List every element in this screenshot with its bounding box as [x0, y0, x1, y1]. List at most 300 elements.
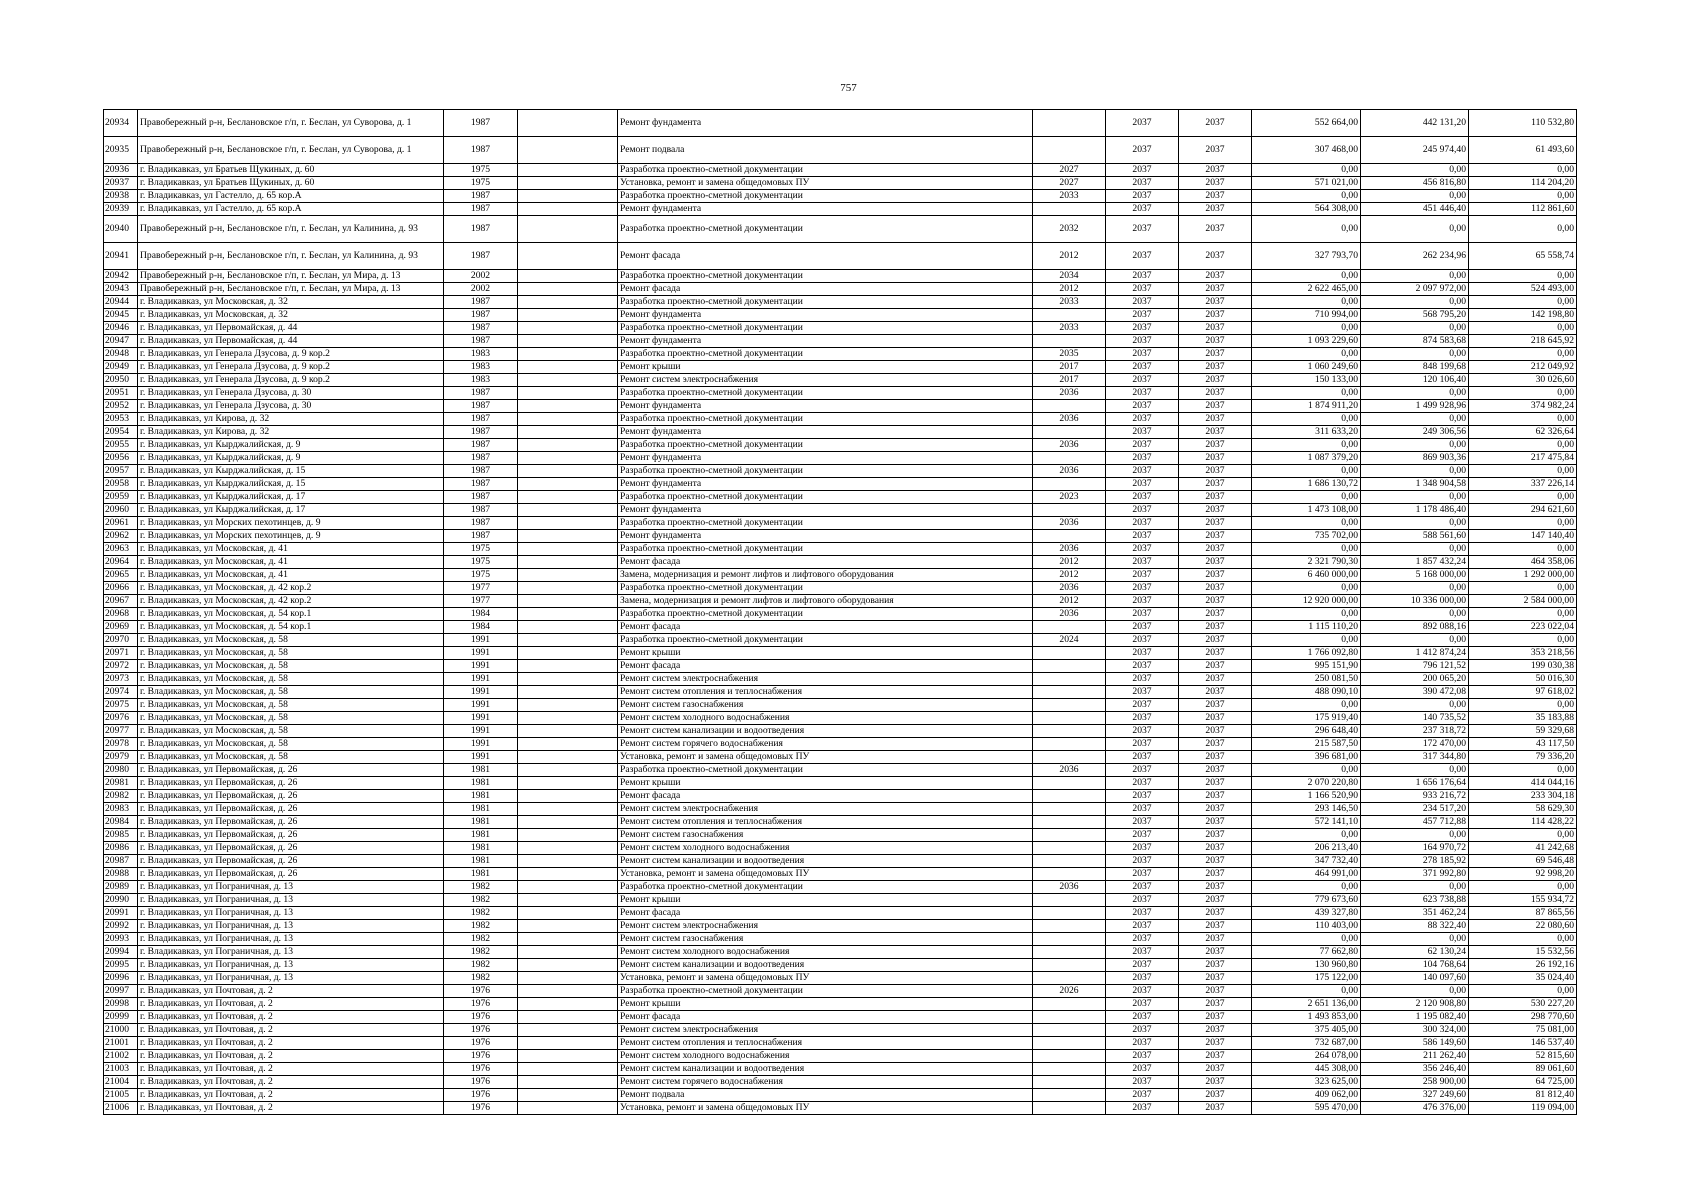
- table-row: [104, 647, 1577, 660]
- row-number-cell: 20957: [104, 465, 138, 478]
- row-number-cell: 20949: [104, 361, 138, 374]
- plan-year-start-cell: 2037: [1106, 803, 1179, 816]
- plan-year-start-cell: 2037: [1106, 998, 1179, 1011]
- extra-cell-cell: [518, 816, 618, 829]
- fund-cost-cell: 278 185,92: [1361, 855, 1469, 868]
- work-type-cell: Установка, ремонт и замена общедомовых ПУ: [618, 751, 1033, 764]
- work-type-cell: Ремонт систем горячего водоснабжения: [618, 1076, 1033, 1089]
- owner-cost-cell: 0,00: [1469, 699, 1577, 712]
- extra-cell-cell: [518, 543, 618, 556]
- owner-cost-cell: 50 016,30: [1469, 673, 1577, 686]
- extra-cell-cell: [518, 946, 618, 959]
- extra-cell-cell: [518, 751, 618, 764]
- plan-year-start-cell: 2037: [1106, 738, 1179, 751]
- plan-year-end-cell: 2037: [1179, 426, 1252, 439]
- extra-cell-cell: [518, 348, 618, 361]
- plan-year-start-cell: 2037: [1106, 959, 1179, 972]
- plan-year-start-cell: 2037: [1106, 699, 1179, 712]
- owner-cost-cell: 92 998,20: [1469, 868, 1577, 881]
- plan-year-start-cell: 2037: [1106, 361, 1179, 374]
- plan-year-start-cell: 2037: [1106, 1011, 1179, 1024]
- prior-year-cell: 2012: [1033, 243, 1106, 270]
- total-cost-cell: 0,00: [1252, 439, 1361, 452]
- build-year-cell: 1975: [444, 177, 518, 190]
- total-cost-cell: 1 874 911,20: [1252, 400, 1361, 413]
- address-cell: г. Владикавказ, ул Гастелло, д. 65 кор.А: [138, 190, 444, 203]
- build-year-cell: 1976: [444, 1050, 518, 1063]
- owner-cost-cell: 212 049,92: [1469, 361, 1577, 374]
- fund-cost-cell: 300 324,00: [1361, 1024, 1469, 1037]
- total-cost-cell: 0,00: [1252, 543, 1361, 556]
- row-number-cell: 20964: [104, 556, 138, 569]
- table-row: [104, 1011, 1577, 1024]
- address-cell: г. Владикавказ, ул Первомайская, д. 26: [138, 842, 444, 855]
- row-number-cell: 20946: [104, 322, 138, 335]
- plan-year-start-cell: 2037: [1106, 190, 1179, 203]
- extra-cell-cell: [518, 673, 618, 686]
- plan-year-start-cell: 2037: [1106, 816, 1179, 829]
- total-cost-cell: 2 651 136,00: [1252, 998, 1361, 1011]
- plan-year-end-cell: 2037: [1179, 1037, 1252, 1050]
- total-cost-cell: 110 403,00: [1252, 920, 1361, 933]
- work-type-cell: Ремонт крыши: [618, 647, 1033, 660]
- work-type-cell: Ремонт фундамента: [618, 400, 1033, 413]
- build-year-cell: 1975: [444, 556, 518, 569]
- extra-cell-cell: [518, 1037, 618, 1050]
- plan-year-end-cell: 2037: [1179, 647, 1252, 660]
- total-cost-cell: 2 070 220,80: [1252, 777, 1361, 790]
- plan-year-end-cell: 2037: [1179, 1050, 1252, 1063]
- work-type-cell: Разработка проектно-сметной документации: [618, 491, 1033, 504]
- table-row: [104, 1063, 1577, 1076]
- table-row: [104, 751, 1577, 764]
- plan-year-end-cell: 2037: [1179, 1076, 1252, 1089]
- total-cost-cell: 0,00: [1252, 322, 1361, 335]
- address-cell: Правобережный р-н, Беслановское г/п, г. Беслан, ул Мира, д. 13: [138, 270, 444, 283]
- fund-cost-cell: 245 974,40: [1361, 137, 1469, 164]
- plan-year-end-cell: 2037: [1179, 530, 1252, 543]
- fund-cost-cell: 317 344,80: [1361, 751, 1469, 764]
- total-cost-cell: 0,00: [1252, 608, 1361, 621]
- plan-year-start-cell: 2037: [1106, 530, 1179, 543]
- fund-cost-cell: 442 131,20: [1361, 110, 1469, 137]
- page-number: 757: [840, 82, 857, 94]
- owner-cost-cell: 110 532,80: [1469, 110, 1577, 137]
- prior-year-cell: [1033, 110, 1106, 137]
- table-row: [104, 868, 1577, 881]
- row-number-cell: 20988: [104, 868, 138, 881]
- plan-year-start-cell: 2037: [1106, 400, 1179, 413]
- build-year-cell: 1981: [444, 855, 518, 868]
- address-cell: г. Владикавказ, ул Первомайская, д. 26: [138, 829, 444, 842]
- prior-year-cell: 2027: [1033, 177, 1106, 190]
- owner-cost-cell: 146 537,40: [1469, 1037, 1577, 1050]
- extra-cell-cell: [518, 164, 618, 177]
- work-type-cell: Ремонт систем холодного водоснабжения: [618, 842, 1033, 855]
- work-type-cell: Разработка проектно-сметной документации: [618, 270, 1033, 283]
- extra-cell-cell: [518, 647, 618, 660]
- build-year-cell: 1981: [444, 829, 518, 842]
- extra-cell-cell: [518, 881, 618, 894]
- table-row: [104, 309, 1577, 322]
- row-number-cell: 20967: [104, 595, 138, 608]
- owner-cost-cell: 0,00: [1469, 491, 1577, 504]
- plan-year-start-cell: 2037: [1106, 686, 1179, 699]
- address-cell: г. Владикавказ, ул Почтовая, д. 2: [138, 985, 444, 998]
- build-year-cell: 1987: [444, 322, 518, 335]
- prior-year-cell: [1033, 1063, 1106, 1076]
- fund-cost-cell: 140 097,60: [1361, 972, 1469, 985]
- work-type-cell: Ремонт фасада: [618, 556, 1033, 569]
- fund-cost-cell: 0,00: [1361, 270, 1469, 283]
- build-year-cell: 1987: [444, 413, 518, 426]
- plan-year-end-cell: 2037: [1179, 816, 1252, 829]
- plan-year-start-cell: 2037: [1106, 348, 1179, 361]
- owner-cost-cell: 0,00: [1469, 582, 1577, 595]
- plan-year-start-cell: 2037: [1106, 164, 1179, 177]
- extra-cell-cell: [518, 335, 618, 348]
- build-year-cell: 1976: [444, 985, 518, 998]
- address-cell: г. Владикавказ, ул Почтовая, д. 2: [138, 1024, 444, 1037]
- fund-cost-cell: 0,00: [1361, 413, 1469, 426]
- address-cell: г. Владикавказ, ул Московская, д. 58: [138, 725, 444, 738]
- extra-cell-cell: [518, 1089, 618, 1102]
- plan-year-end-cell: 2037: [1179, 374, 1252, 387]
- row-number-cell: 21006: [104, 1102, 138, 1115]
- work-type-cell: Ремонт фундамента: [618, 110, 1033, 137]
- table-row: [104, 491, 1577, 504]
- plan-year-start-cell: 2037: [1106, 1037, 1179, 1050]
- plan-year-end-cell: 2037: [1179, 972, 1252, 985]
- fund-cost-cell: 796 121,52: [1361, 660, 1469, 673]
- build-year-cell: 1981: [444, 868, 518, 881]
- row-number-cell: 20984: [104, 816, 138, 829]
- row-number-cell: 20959: [104, 491, 138, 504]
- address-cell: г. Владикавказ, ул Пограничная, д. 13: [138, 920, 444, 933]
- table-row: [104, 335, 1577, 348]
- plan-year-end-cell: 2037: [1179, 842, 1252, 855]
- work-type-cell: Ремонт фундамента: [618, 530, 1033, 543]
- row-number-cell: 20953: [104, 413, 138, 426]
- total-cost-cell: 1 686 130,72: [1252, 478, 1361, 491]
- work-type-cell: Ремонт крыши: [618, 361, 1033, 374]
- prior-year-cell: [1033, 1076, 1106, 1089]
- total-cost-cell: 1 093 229,60: [1252, 335, 1361, 348]
- plan-year-start-cell: 2037: [1106, 751, 1179, 764]
- build-year-cell: 1991: [444, 647, 518, 660]
- address-cell: г. Владикавказ, ул Пограничная, д. 13: [138, 933, 444, 946]
- plan-year-end-cell: 2037: [1179, 177, 1252, 190]
- plan-year-start-cell: 2037: [1106, 972, 1179, 985]
- extra-cell-cell: [518, 855, 618, 868]
- fund-cost-cell: 237 318,72: [1361, 725, 1469, 738]
- owner-cost-cell: 0,00: [1469, 387, 1577, 400]
- table-row: [104, 829, 1577, 842]
- total-cost-cell: 445 308,00: [1252, 1063, 1361, 1076]
- work-type-cell: Ремонт крыши: [618, 777, 1033, 790]
- table-row: [104, 998, 1577, 1011]
- plan-year-end-cell: 2037: [1179, 1102, 1252, 1115]
- plan-year-end-cell: 2037: [1179, 959, 1252, 972]
- address-cell: Правобережный р-н, Беслановское г/п, г. Беслан, ул Мира, д. 13: [138, 283, 444, 296]
- address-cell: г. Владикавказ, ул Московская, д. 41: [138, 569, 444, 582]
- fund-cost-cell: 0,00: [1361, 881, 1469, 894]
- owner-cost-cell: 0,00: [1469, 608, 1577, 621]
- plan-year-end-cell: 2037: [1179, 556, 1252, 569]
- row-number-cell: 20972: [104, 660, 138, 673]
- row-number-cell: 20998: [104, 998, 138, 1011]
- fund-cost-cell: 5 168 000,00: [1361, 569, 1469, 582]
- prior-year-cell: [1033, 907, 1106, 920]
- plan-year-end-cell: 2037: [1179, 712, 1252, 725]
- table-row: [104, 725, 1577, 738]
- plan-year-start-cell: 2037: [1106, 296, 1179, 309]
- prior-year-cell: [1033, 959, 1106, 972]
- owner-cost-cell: 114 204,20: [1469, 177, 1577, 190]
- address-cell: г. Владикавказ, ул Почтовая, д. 2: [138, 1076, 444, 1089]
- plan-year-end-cell: 2037: [1179, 868, 1252, 881]
- prior-year-cell: [1033, 1089, 1106, 1102]
- work-type-cell: Ремонт фундамента: [618, 426, 1033, 439]
- row-number-cell: 21002: [104, 1050, 138, 1063]
- address-cell: г. Владикавказ, ул Московская, д. 54 кор.1: [138, 608, 444, 621]
- row-number-cell: 20940: [104, 216, 138, 243]
- work-type-cell: Ремонт систем канализации и водоотведения: [618, 1063, 1033, 1076]
- total-cost-cell: 2 321 790,30: [1252, 556, 1361, 569]
- total-cost-cell: 6 460 000,00: [1252, 569, 1361, 582]
- table-row: [104, 946, 1577, 959]
- prior-year-cell: [1033, 621, 1106, 634]
- address-cell: г. Владикавказ, ул Почтовая, д. 2: [138, 998, 444, 1011]
- work-type-cell: Ремонт подвала: [618, 1089, 1033, 1102]
- table-row: [104, 361, 1577, 374]
- fund-cost-cell: 1 178 486,40: [1361, 504, 1469, 517]
- work-type-cell: Разработка проектно-сметной документации: [618, 543, 1033, 556]
- plan-year-end-cell: 2037: [1179, 504, 1252, 517]
- table-row: [104, 673, 1577, 686]
- address-cell: г. Владикавказ, ул Кырджалийская, д. 17: [138, 504, 444, 517]
- prior-year-cell: [1033, 777, 1106, 790]
- row-number-cell: 20986: [104, 842, 138, 855]
- address-cell: г. Владикавказ, ул Пограничная, д. 13: [138, 959, 444, 972]
- plan-year-start-cell: 2037: [1106, 829, 1179, 842]
- build-year-cell: 1987: [444, 190, 518, 203]
- extra-cell-cell: [518, 959, 618, 972]
- table-row: [104, 110, 1577, 137]
- table-row: [104, 920, 1577, 933]
- extra-cell-cell: [518, 1063, 618, 1076]
- work-type-cell: Разработка проектно-сметной документации: [618, 413, 1033, 426]
- total-cost-cell: 0,00: [1252, 413, 1361, 426]
- table-row: [104, 1024, 1577, 1037]
- plan-year-start-cell: 2037: [1106, 842, 1179, 855]
- address-cell: г. Владикавказ, ул Почтовая, д. 2: [138, 1063, 444, 1076]
- plan-year-end-cell: 2037: [1179, 164, 1252, 177]
- row-number-cell: 20937: [104, 177, 138, 190]
- work-type-cell: Ремонт систем отопления и теплоснабжения: [618, 1037, 1033, 1050]
- build-year-cell: 1982: [444, 881, 518, 894]
- build-year-cell: 1987: [444, 491, 518, 504]
- plan-year-start-cell: 2037: [1106, 946, 1179, 959]
- prior-year-cell: [1033, 426, 1106, 439]
- build-year-cell: 1987: [444, 309, 518, 322]
- build-year-cell: 1976: [444, 1037, 518, 1050]
- build-year-cell: 1987: [444, 335, 518, 348]
- address-cell: г. Владикавказ, ул Кырджалийская, д. 9: [138, 439, 444, 452]
- extra-cell-cell: [518, 738, 618, 751]
- row-number-cell: 20976: [104, 712, 138, 725]
- owner-cost-cell: 30 026,60: [1469, 374, 1577, 387]
- extra-cell-cell: [518, 387, 618, 400]
- plan-year-end-cell: 2037: [1179, 569, 1252, 582]
- work-type-cell: Ремонт фундамента: [618, 335, 1033, 348]
- plan-year-start-cell: 2037: [1106, 110, 1179, 137]
- total-cost-cell: 710 994,00: [1252, 309, 1361, 322]
- row-number-cell: 20995: [104, 959, 138, 972]
- row-number-cell: 20981: [104, 777, 138, 790]
- extra-cell-cell: [518, 1102, 618, 1115]
- total-cost-cell: 572 141,10: [1252, 816, 1361, 829]
- address-cell: Правобережный р-н, Беслановское г/п, г. Беслан, ул Калинина, д. 93: [138, 216, 444, 243]
- row-number-cell: 20955: [104, 439, 138, 452]
- fund-cost-cell: 848 199,68: [1361, 361, 1469, 374]
- extra-cell-cell: [518, 517, 618, 530]
- extra-cell-cell: [518, 439, 618, 452]
- row-number-cell: 20974: [104, 686, 138, 699]
- owner-cost-cell: 0,00: [1469, 322, 1577, 335]
- total-cost-cell: 323 625,00: [1252, 1076, 1361, 1089]
- build-year-cell: 1991: [444, 634, 518, 647]
- build-year-cell: 1987: [444, 504, 518, 517]
- work-type-cell: Ремонт систем газоснабжения: [618, 699, 1033, 712]
- table-row: [104, 842, 1577, 855]
- row-number-cell: 20985: [104, 829, 138, 842]
- build-year-cell: 1987: [444, 296, 518, 309]
- owner-cost-cell: 0,00: [1469, 881, 1577, 894]
- row-number-cell: 20968: [104, 608, 138, 621]
- prior-year-cell: [1033, 647, 1106, 660]
- fund-cost-cell: 933 216,72: [1361, 790, 1469, 803]
- plan-year-end-cell: 2037: [1179, 881, 1252, 894]
- build-year-cell: 1982: [444, 907, 518, 920]
- address-cell: г. Владикавказ, ул Московская, д. 42 кор.2: [138, 582, 444, 595]
- build-year-cell: 1975: [444, 543, 518, 556]
- plan-year-end-cell: 2037: [1179, 595, 1252, 608]
- build-year-cell: 1982: [444, 946, 518, 959]
- fund-cost-cell: 1 857 432,24: [1361, 556, 1469, 569]
- total-cost-cell: 0,00: [1252, 190, 1361, 203]
- build-year-cell: 1981: [444, 803, 518, 816]
- work-type-cell: Ремонт систем электроснабжения: [618, 920, 1033, 933]
- address-cell: г. Владикавказ, ул Пограничная, д. 13: [138, 894, 444, 907]
- owner-cost-cell: 35 183,88: [1469, 712, 1577, 725]
- work-type-cell: Установка, ремонт и замена общедомовых ПУ: [618, 972, 1033, 985]
- address-cell: г. Владикавказ, ул Московская, д. 41: [138, 556, 444, 569]
- build-year-cell: 1976: [444, 1063, 518, 1076]
- build-year-cell: 1983: [444, 348, 518, 361]
- prior-year-cell: [1033, 972, 1106, 985]
- owner-cost-cell: 374 982,24: [1469, 400, 1577, 413]
- owner-cost-cell: 155 934,72: [1469, 894, 1577, 907]
- total-cost-cell: 552 664,00: [1252, 110, 1361, 137]
- plan-year-end-cell: 2037: [1179, 829, 1252, 842]
- plan-year-end-cell: 2037: [1179, 296, 1252, 309]
- total-cost-cell: 1 493 853,00: [1252, 1011, 1361, 1024]
- plan-year-start-cell: 2037: [1106, 1102, 1179, 1115]
- table-row: [104, 243, 1577, 270]
- row-number-cell: 20935: [104, 137, 138, 164]
- address-cell: г. Владикавказ, ул Московская, д. 58: [138, 660, 444, 673]
- plan-year-end-cell: 2037: [1179, 803, 1252, 816]
- owner-cost-cell: 0,00: [1469, 216, 1577, 243]
- table-row: [104, 203, 1577, 216]
- plan-year-start-cell: 2037: [1106, 894, 1179, 907]
- owner-cost-cell: 217 475,84: [1469, 452, 1577, 465]
- plan-year-end-cell: 2037: [1179, 894, 1252, 907]
- address-cell: г. Владикавказ, ул Пограничная, д. 13: [138, 946, 444, 959]
- plan-year-end-cell: 2037: [1179, 137, 1252, 164]
- address-cell: г. Владикавказ, ул Генерала Дзусова, д. 30: [138, 387, 444, 400]
- fund-cost-cell: 164 970,72: [1361, 842, 1469, 855]
- work-type-cell: Ремонт фасада: [618, 790, 1033, 803]
- extra-cell-cell: [518, 426, 618, 439]
- fund-cost-cell: 0,00: [1361, 387, 1469, 400]
- build-year-cell: 1991: [444, 660, 518, 673]
- build-year-cell: 1984: [444, 608, 518, 621]
- extra-cell-cell: [518, 374, 618, 387]
- owner-cost-cell: 52 815,60: [1469, 1050, 1577, 1063]
- fund-cost-cell: 0,00: [1361, 829, 1469, 842]
- plan-year-end-cell: 2037: [1179, 517, 1252, 530]
- plan-year-end-cell: 2037: [1179, 725, 1252, 738]
- total-cost-cell: 735 702,00: [1252, 530, 1361, 543]
- plan-year-start-cell: 2037: [1106, 881, 1179, 894]
- address-cell: г. Владикавказ, ул Кирова, д. 32: [138, 413, 444, 426]
- build-year-cell: 1981: [444, 842, 518, 855]
- prior-year-cell: 2036: [1033, 517, 1106, 530]
- plan-year-end-cell: 2037: [1179, 920, 1252, 933]
- owner-cost-cell: 147 140,40: [1469, 530, 1577, 543]
- plan-year-end-cell: 2037: [1179, 452, 1252, 465]
- plan-year-start-cell: 2037: [1106, 621, 1179, 634]
- plan-year-end-cell: 2037: [1179, 608, 1252, 621]
- owner-cost-cell: 114 428,22: [1469, 816, 1577, 829]
- total-cost-cell: 0,00: [1252, 764, 1361, 777]
- work-type-cell: Ремонт фундамента: [618, 504, 1033, 517]
- owner-cost-cell: 530 227,20: [1469, 998, 1577, 1011]
- address-cell: г. Владикавказ, ул Московская, д. 58: [138, 751, 444, 764]
- owner-cost-cell: 337 226,14: [1469, 478, 1577, 491]
- build-year-cell: 2002: [444, 283, 518, 296]
- plan-year-start-cell: 2037: [1106, 608, 1179, 621]
- work-type-cell: Ремонт фундамента: [618, 203, 1033, 216]
- plan-year-start-cell: 2037: [1106, 413, 1179, 426]
- prior-year-cell: 2024: [1033, 634, 1106, 647]
- table-row: [104, 322, 1577, 335]
- prior-year-cell: [1033, 660, 1106, 673]
- address-cell: Правобережный р-н, Беслановское г/п, г. Беслан, ул Суворова, д. 1: [138, 137, 444, 164]
- owner-cost-cell: 15 532,56: [1469, 946, 1577, 959]
- extra-cell-cell: [518, 322, 618, 335]
- address-cell: г. Владикавказ, ул Первомайская, д. 26: [138, 855, 444, 868]
- plan-year-end-cell: 2037: [1179, 387, 1252, 400]
- prior-year-cell: [1033, 1011, 1106, 1024]
- prior-year-cell: [1033, 1102, 1106, 1115]
- table-row: [104, 400, 1577, 413]
- fund-cost-cell: 0,00: [1361, 296, 1469, 309]
- fund-cost-cell: 623 738,88: [1361, 894, 1469, 907]
- fund-cost-cell: 0,00: [1361, 216, 1469, 243]
